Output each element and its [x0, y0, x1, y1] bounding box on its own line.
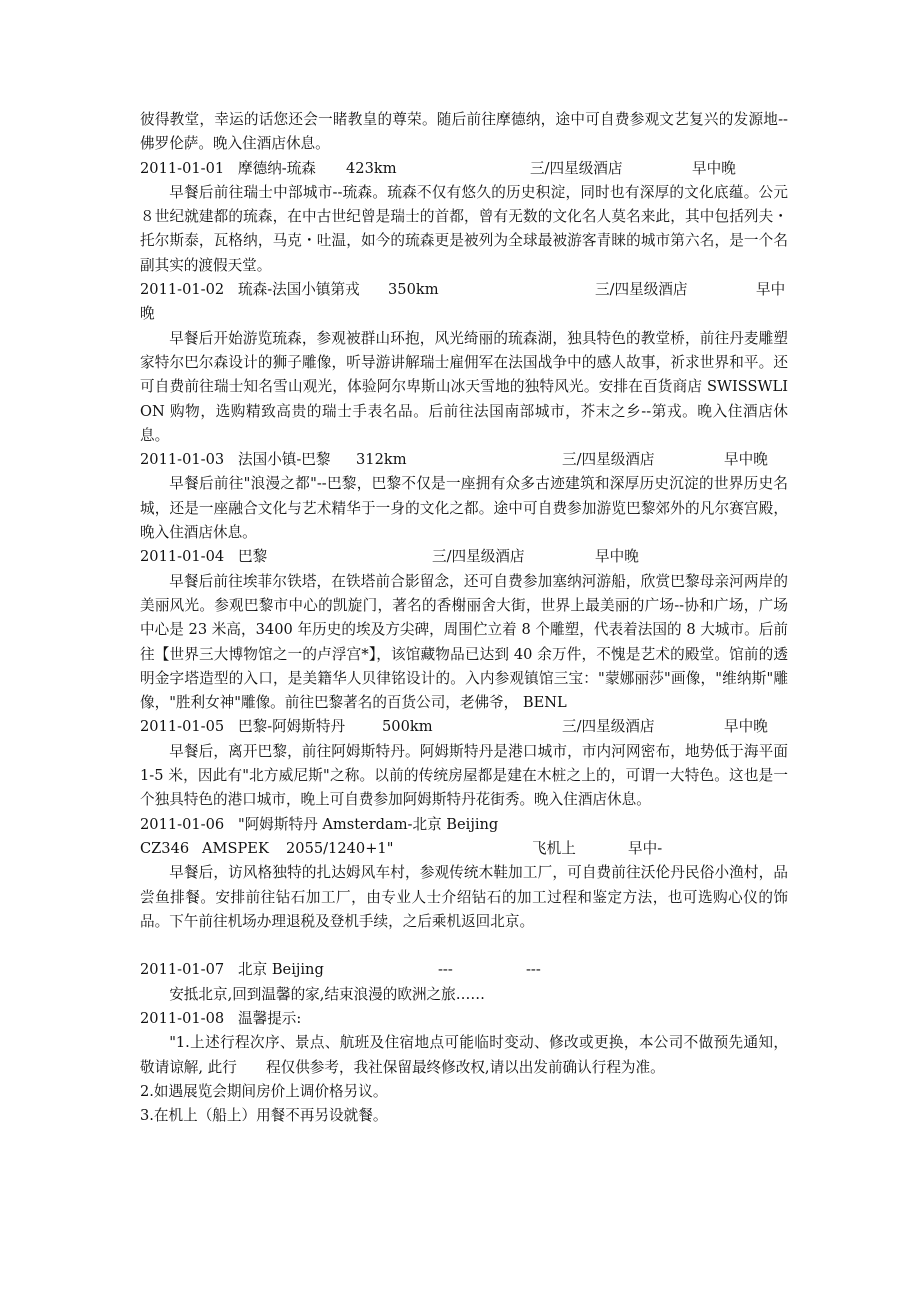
day-route: 摩德纳-琉森	[238, 159, 316, 177]
day-route: 琉森-法国小镇第戎	[238, 281, 360, 299]
note-item: 2.如遇展览会期间房价上调价格另议。	[140, 1082, 388, 1100]
day-description: 早餐后，离开巴黎，前往阿姆斯特丹。阿姆斯特丹是港口城市，市内河网密布，地势低于海平面 1-5 米，因此有"北方威尼斯"之称。以前的传统房屋都是建在木桩之上的，可谓一大特色。这也是一个独具特色的港口城市，晚上可自费参加阿姆斯特丹花街秀。晚入住酒店休息。	[140, 742, 788, 809]
day-date: 2011-01-06	[140, 815, 225, 833]
day-distance: 312km	[356, 451, 407, 469]
day-meals: 早中晚	[595, 548, 639, 566]
day-meals: 早中-	[628, 839, 663, 857]
day-date: 2011-01-07	[140, 961, 225, 979]
day-meals: ---	[526, 961, 541, 979]
day-hotel: ---	[438, 961, 453, 979]
day-distance: 500km	[382, 718, 433, 736]
day-date: 2011-01-04	[140, 548, 225, 566]
day-distance: 350km	[388, 281, 439, 299]
day-route: 北京 Beijing	[238, 961, 324, 979]
day-header-0101	[140, 157, 788, 181]
day-route: "阿姆斯特丹 Amsterdam-北京 Beijing	[238, 815, 499, 833]
day-meals: 早中晚	[724, 451, 768, 469]
day-header-0102	[140, 278, 788, 327]
day-header-0103	[140, 448, 788, 472]
day-header-0105	[140, 715, 788, 739]
blank-line	[140, 934, 788, 958]
itinerary-document	[140, 108, 788, 1128]
day-route: 巴黎-阿姆斯特丹	[238, 718, 346, 736]
note-item: 3.在机上（船上）用餐不再另设就餐。	[140, 1107, 388, 1125]
intro-paragraph: 彼得教堂，幸运的话您还会一睹教皇的尊荣。随后前往摩德纳，途中可自费参观文艺复兴的发源地--佛罗伦萨。晚入住酒店休息。	[140, 111, 788, 153]
day-date: 2011-01-08	[140, 1009, 225, 1027]
day-date: 2011-01-01	[140, 159, 225, 177]
flight-time: 2055/1240+1"	[286, 839, 394, 857]
notes-heading: 温馨提示:	[238, 1009, 302, 1027]
day-hotel: 三/四星级酒店	[530, 159, 623, 177]
day-header-0104	[140, 545, 788, 569]
day-description: 早餐后开始游览琉森，参观被群山环抱，风光绮丽的琉森湖，独具特色的教堂桥，前往丹麦雕塑家特尔巴尔森设计的狮子雕像，听导游讲解瑞士雇佣军在法国战争中的感人故事，祈求世界和平。还可自费前往瑞士知名雪山观光，体验阿尔卑斯山冰天雪地的独特风光。安排在百货商店 SWISSWLION 购物，选购精致高贵的瑞士手表名品。后前往法国南部城市，芥末之乡--第戎。晚入住酒店休息。	[140, 329, 788, 444]
day-date: 2011-01-03	[140, 451, 225, 469]
day-hotel: 三/四星级酒店	[562, 451, 655, 469]
day-date: 2011-01-05	[140, 718, 225, 736]
day-description: 早餐后前往埃菲尔铁塔，在铁塔前合影留念，还可自费参加塞纳河游船，欣赏巴黎母亲河两岸的美丽风光。参观巴黎市中心的凯旋门，著名的香榭丽舍大街，世界上最美丽的广场--协和广场，广场中心是 23 米高，3400 年历史的埃及方尖碑，周围伫立着 8 个雕塑，代表着法国的 8 大城市。后前往【世界三大博物馆之一的卢浮宫*】，该馆藏物品已达到 40 余万件，不愧是艺术的殿堂。馆前的透明金字塔造型的入口，是美籍华人贝律铭设计的。入内参观镇馆三宝："蒙娜丽莎"画像，"维纳斯"雕像，"胜利女神"雕像。前往巴黎著名的百货公司，老佛爷， BENL	[140, 572, 788, 712]
day-meals: 早中晚	[724, 718, 768, 736]
day-route: 法国小镇-巴黎	[238, 451, 331, 469]
day-route: 巴黎	[238, 548, 268, 566]
day-description: 早餐后前往瑞士中部城市--琉森。琉森不仅有悠久的历史积淀，同时也有深厚的文化底蕴。公元８世纪就建都的琉森，在中古世纪曾是瑞士的首都，曾有无数的文化名人莫名来此，其中包括列夫・托尔斯泰，瓦格纳，马克・吐温，如今的琉森更是被列为全球最被游客青睐的城市第六名，是一个名副其实的渡假天堂。	[140, 183, 788, 274]
day-header-0106	[140, 813, 788, 837]
day-distance: 423km	[346, 159, 397, 177]
day-meals: 早中晚	[692, 159, 736, 177]
day-hotel: 三/四星级酒店	[432, 548, 525, 566]
day-header-0108	[140, 1007, 788, 1031]
day-date: 2011-01-02	[140, 281, 225, 299]
day-description: 安抵北京,回到温馨的家,结束浪漫的欧洲之旅……	[169, 985, 485, 1003]
flight-info-row	[140, 837, 788, 861]
day-meals-wrap: 晚	[140, 305, 155, 323]
day-hotel: 飞机上	[532, 839, 576, 857]
day-meals: 早中	[756, 281, 786, 299]
flight-code: AMSPEK	[202, 839, 269, 857]
day-header-0107	[140, 958, 788, 982]
note-item: "1.上述行程次序、景点、航班及住宿地点可能临时变动、修改或更换，本公司不做预先通知，敬请谅解, 此行 程仅供参考，我社保留最终修改权,请以出发前确认行程为准。	[140, 1034, 788, 1076]
day-hotel: 三/四星级酒店	[562, 718, 655, 736]
day-hotel: 三/四星级酒店	[595, 281, 688, 299]
day-description: 早餐后，访风格独特的扎达姆风车村，参观传统木鞋加工厂，可自费前往沃伦丹民俗小渔村，品尝鱼排餐。安排前往钻石加工厂，由专业人士介绍钻石的加工过程和鉴定方法，也可选购心仪的饰品。下午前往机场办理退税及登机手续，之后乘机返回北京。	[140, 864, 788, 930]
day-description: 早餐后前往"浪漫之都"--巴黎，巴黎不仅是一座拥有众多古迹建筑和深厚历史沉淀的世界历史名城，还是一座融合文化与艺术精华于一身的文化之都。途中可自费参加游览巴黎郊外的凡尔赛宫殿，晚入住酒店休息。	[140, 475, 788, 542]
flight-number: CZ346	[140, 839, 190, 857]
